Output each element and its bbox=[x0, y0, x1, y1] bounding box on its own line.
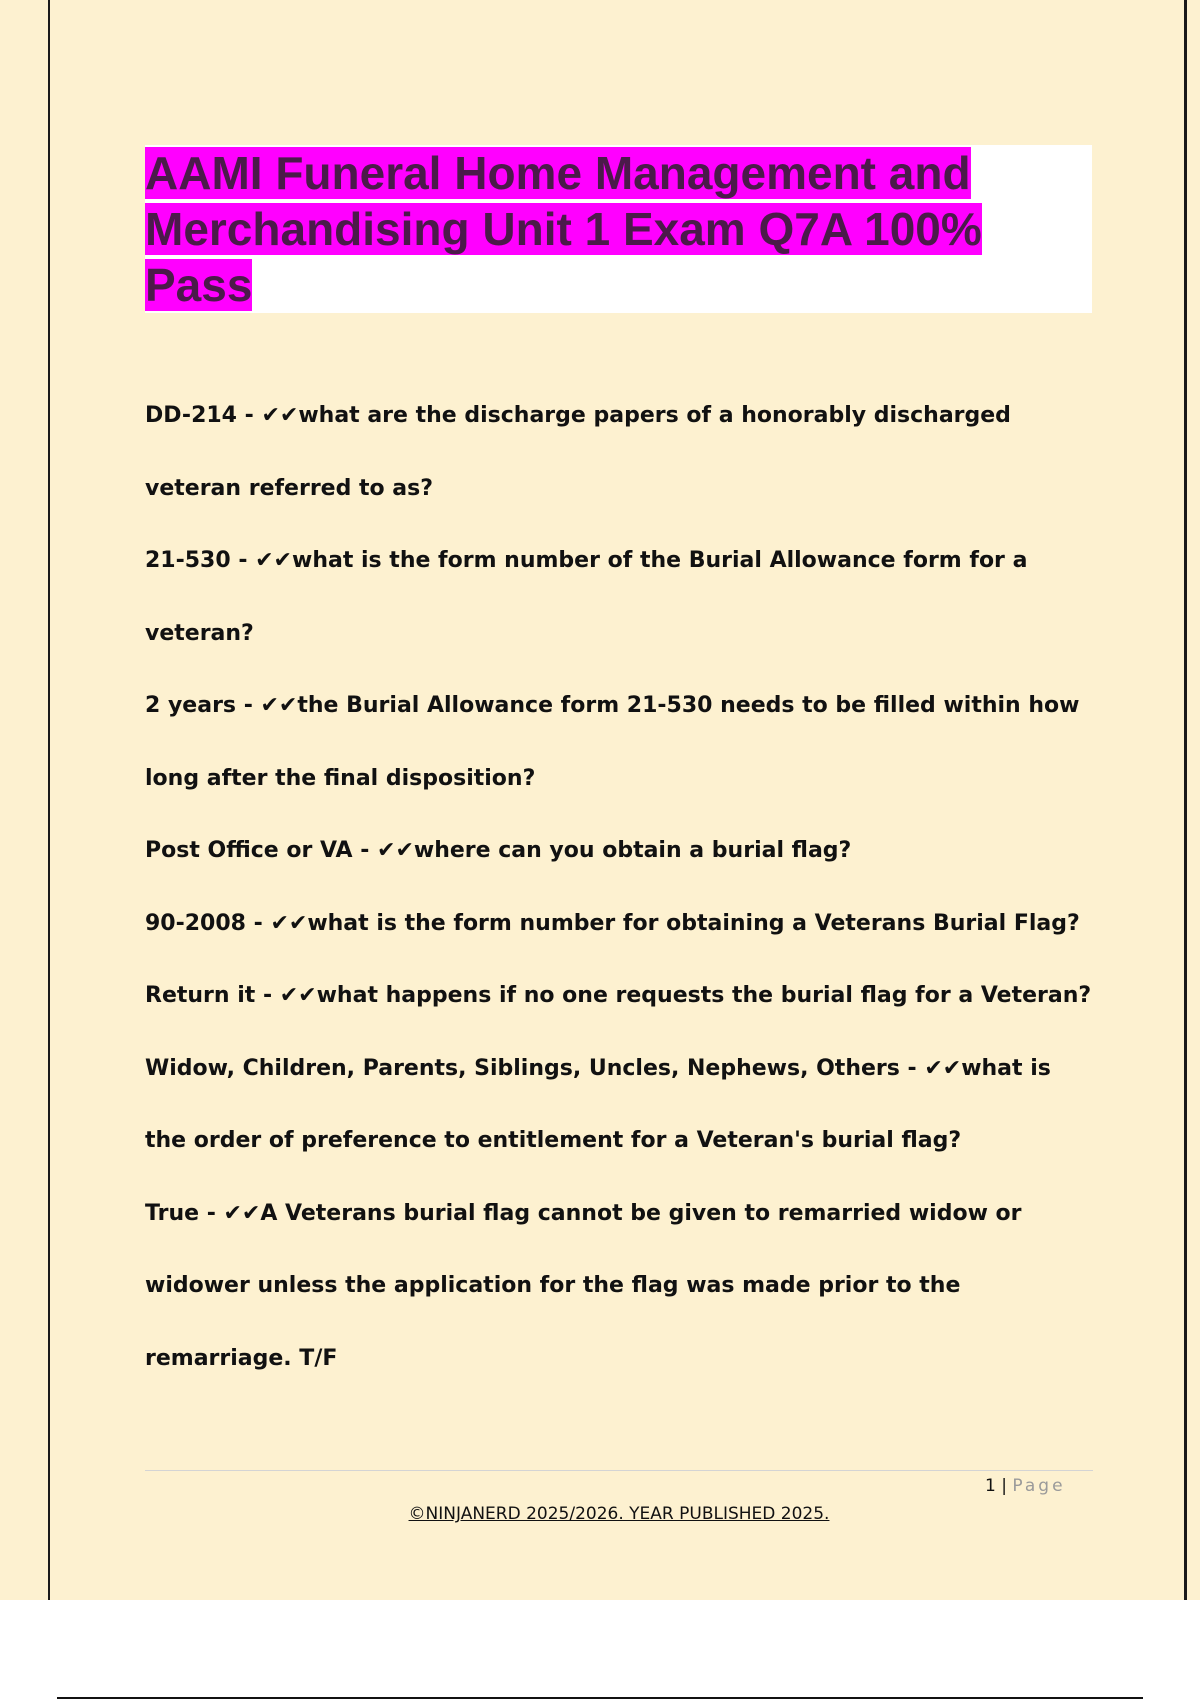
qa-separator: - bbox=[230, 548, 256, 573]
qa-answer: Return it bbox=[145, 983, 256, 1008]
check-marks-icon: ✔✔ bbox=[261, 403, 299, 428]
qa-item bbox=[145, 670, 1095, 815]
qa-answer: 90-2008 bbox=[145, 910, 246, 936]
qa-item bbox=[145, 888, 1095, 961]
qa-separator: - bbox=[245, 910, 271, 936]
qa-answer: True bbox=[145, 1200, 200, 1226]
copyright-notice: ©NINJANERD 2025/2026. YEAR PUBLISHED 2025. bbox=[408, 1504, 830, 1524]
check-marks-icon: ✔✔ bbox=[255, 548, 292, 573]
title-highlight: AAMI Funeral Home Management and Merchandising Unit 1 Exam Q7A 100% Pass bbox=[145, 147, 982, 311]
page-border-left bbox=[48, 0, 50, 1600]
page-number-separator: | bbox=[995, 1476, 1013, 1496]
page-word: Page bbox=[1012, 1476, 1066, 1496]
page-border-right bbox=[1184, 0, 1187, 1600]
check-marks-icon: ✔✔ bbox=[270, 910, 308, 936]
qa-item bbox=[145, 525, 1095, 670]
qa-question: the Burial Allowance form 21-530 needs to be filled within how long after the final disposition? bbox=[145, 693, 1080, 791]
document-title bbox=[145, 145, 1065, 313]
qa-separator: - bbox=[236, 693, 261, 718]
qa-separator: - bbox=[199, 1200, 224, 1226]
qa-question: where can you obtain a burial flag? bbox=[413, 838, 852, 863]
page-number-value: 1 bbox=[985, 1476, 996, 1496]
check-marks-icon: ✔✔ bbox=[260, 693, 298, 718]
qa-separator: - bbox=[899, 1055, 925, 1081]
qa-list bbox=[145, 380, 1095, 1395]
check-marks-icon: ✔✔ bbox=[279, 983, 317, 1008]
qa-question: what are the discharge papers of a honorably discharged veteran referred to as? bbox=[145, 403, 1011, 501]
qa-answer: 2 years bbox=[145, 693, 237, 718]
qa-question: what happens if no one requests the burial flag for a Veteran? bbox=[316, 983, 1092, 1008]
check-marks-icon: ✔✔ bbox=[223, 1200, 261, 1226]
qa-separator: - bbox=[255, 983, 280, 1008]
qa-item bbox=[145, 815, 1095, 888]
check-marks-icon: ✔✔ bbox=[377, 838, 414, 863]
qa-item bbox=[145, 960, 1095, 1033]
qa-item bbox=[145, 1178, 1095, 1396]
page-number bbox=[985, 1474, 1066, 1498]
qa-answer: Post Office or VA bbox=[145, 838, 353, 863]
qa-item bbox=[145, 1033, 1095, 1178]
qa-question: what is the form number of the Burial Allowance form for a veteran? bbox=[145, 548, 1028, 646]
qa-answer: Widow, Children, Parents, Siblings, Uncles, Nephews, Others bbox=[145, 1055, 900, 1081]
check-marks-icon: ✔✔ bbox=[924, 1055, 962, 1081]
footer-divider bbox=[145, 1470, 1093, 1471]
qa-separator: - bbox=[237, 403, 262, 428]
qa-answer: 21-530 bbox=[145, 548, 231, 573]
qa-answer: DD-214 bbox=[145, 403, 237, 428]
bottom-divider bbox=[57, 1697, 1143, 1699]
qa-question: what is the order of preference to entitlement for a Veteran's burial flag? bbox=[145, 1055, 1051, 1153]
qa-question: what is the form number for obtaining a Veterans Burial Flag? bbox=[307, 910, 1080, 936]
qa-item bbox=[145, 380, 1095, 525]
qa-separator: - bbox=[352, 838, 378, 863]
qa-question: A Veterans burial flag cannot be given to remarried widow or widower unless the application for the flag was made prior to the remarriage. T/F bbox=[145, 1200, 1022, 1371]
